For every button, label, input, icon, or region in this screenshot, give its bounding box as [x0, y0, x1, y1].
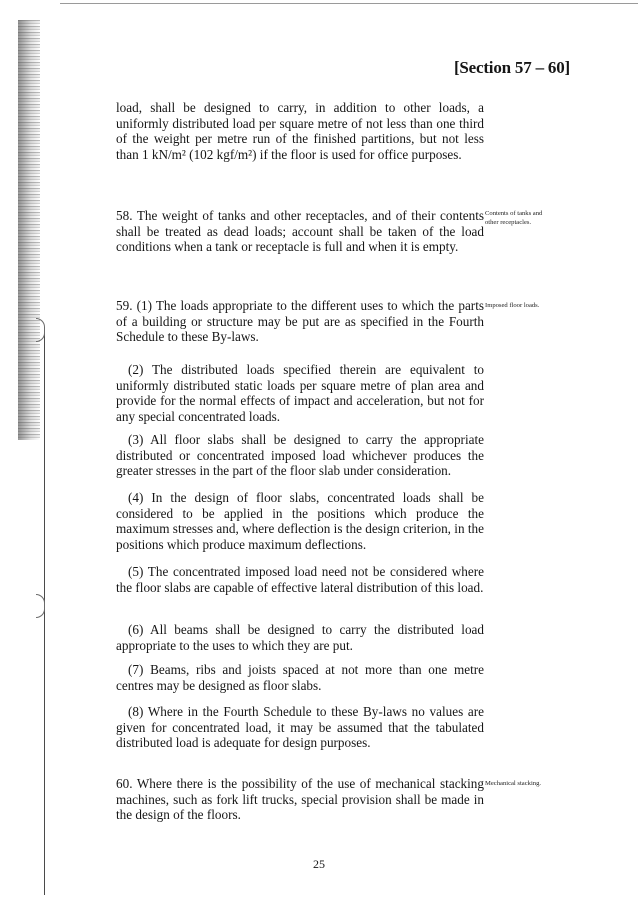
paragraph-59-4: (4) In the design of floor slabs, concentrated loads shall be considered to be applied in the positions which produce the maximum stresses and, where deflection is the design criterion, in the positions which produce maximum deflections.	[116, 490, 484, 552]
paragraph-59-6: (6) All beams shall be designed to carry the distributed load appropriate to the uses to which they are put.	[116, 622, 484, 653]
paragraph-58: 58. The weight of tanks and other receptacles, and of their contents shall be treated as dead loads; account shall be taken of the load conditions when a tank or receptacle is full and when it is empty.	[116, 208, 484, 255]
margin-note-60: Mechanical stacking.	[485, 780, 542, 787]
margin-note-59: Imposed floor loads.	[485, 302, 540, 309]
top-rule	[60, 3, 638, 4]
paragraph-59-5: (5) The concentrated imposed load need not be considered where the floor slabs are capable of effective lateral distribution of this load.	[116, 564, 484, 595]
page-number: 25	[313, 857, 325, 871]
paragraph-59-8: (8) Where in the Fourth Schedule to these By-laws no values are given for concentrated load, it may be assumed that the tabulated distributed load is adequate for design purposes.	[116, 704, 484, 751]
paragraph-59-2: (2) The distributed loads specified therein are equivalent to uniformly distributed static loads per square metre of plan area and provide for the normal effects of impact and acceleration, but not for any special concentrated loads.	[116, 362, 484, 424]
scan-edge-artifact	[18, 20, 40, 440]
margin-note-58: Contents of tanks and other receptacles.	[485, 210, 543, 226]
paragraph-59-1: 59. (1) The loads appropriate to the different uses to which the parts of a building or structure may be put are as specified in the Fourth Schedule to these By-laws.	[116, 298, 484, 345]
section-header: [Section 57 – 60]	[453, 58, 570, 77]
paragraph-59-3: (3) All floor slabs shall be designed to carry the appropriate distributed or concentrated imposed load whichever produces the greater stresses in the part of the floor slab under consideration.	[116, 432, 484, 479]
paragraph-60: 60. Where there is the possibility of the use of mechanical stacking machines, such as fork lift trucks, special provision shall be made in the design of the floors.	[116, 776, 484, 823]
paragraph-59-7: (7) Beams, ribs and joists spaced at not more than one metre centres may be designed as floor slabs.	[116, 662, 484, 693]
paragraph-57-continued: load, shall be designed to carry, in addition to other loads, a uniformly distributed load per square metre of not less than one third of the weight per metre run of the finished partitions, but not less than 1 kN/m² (102 kgf/m²) if the floor is used for office purposes.	[116, 100, 484, 162]
